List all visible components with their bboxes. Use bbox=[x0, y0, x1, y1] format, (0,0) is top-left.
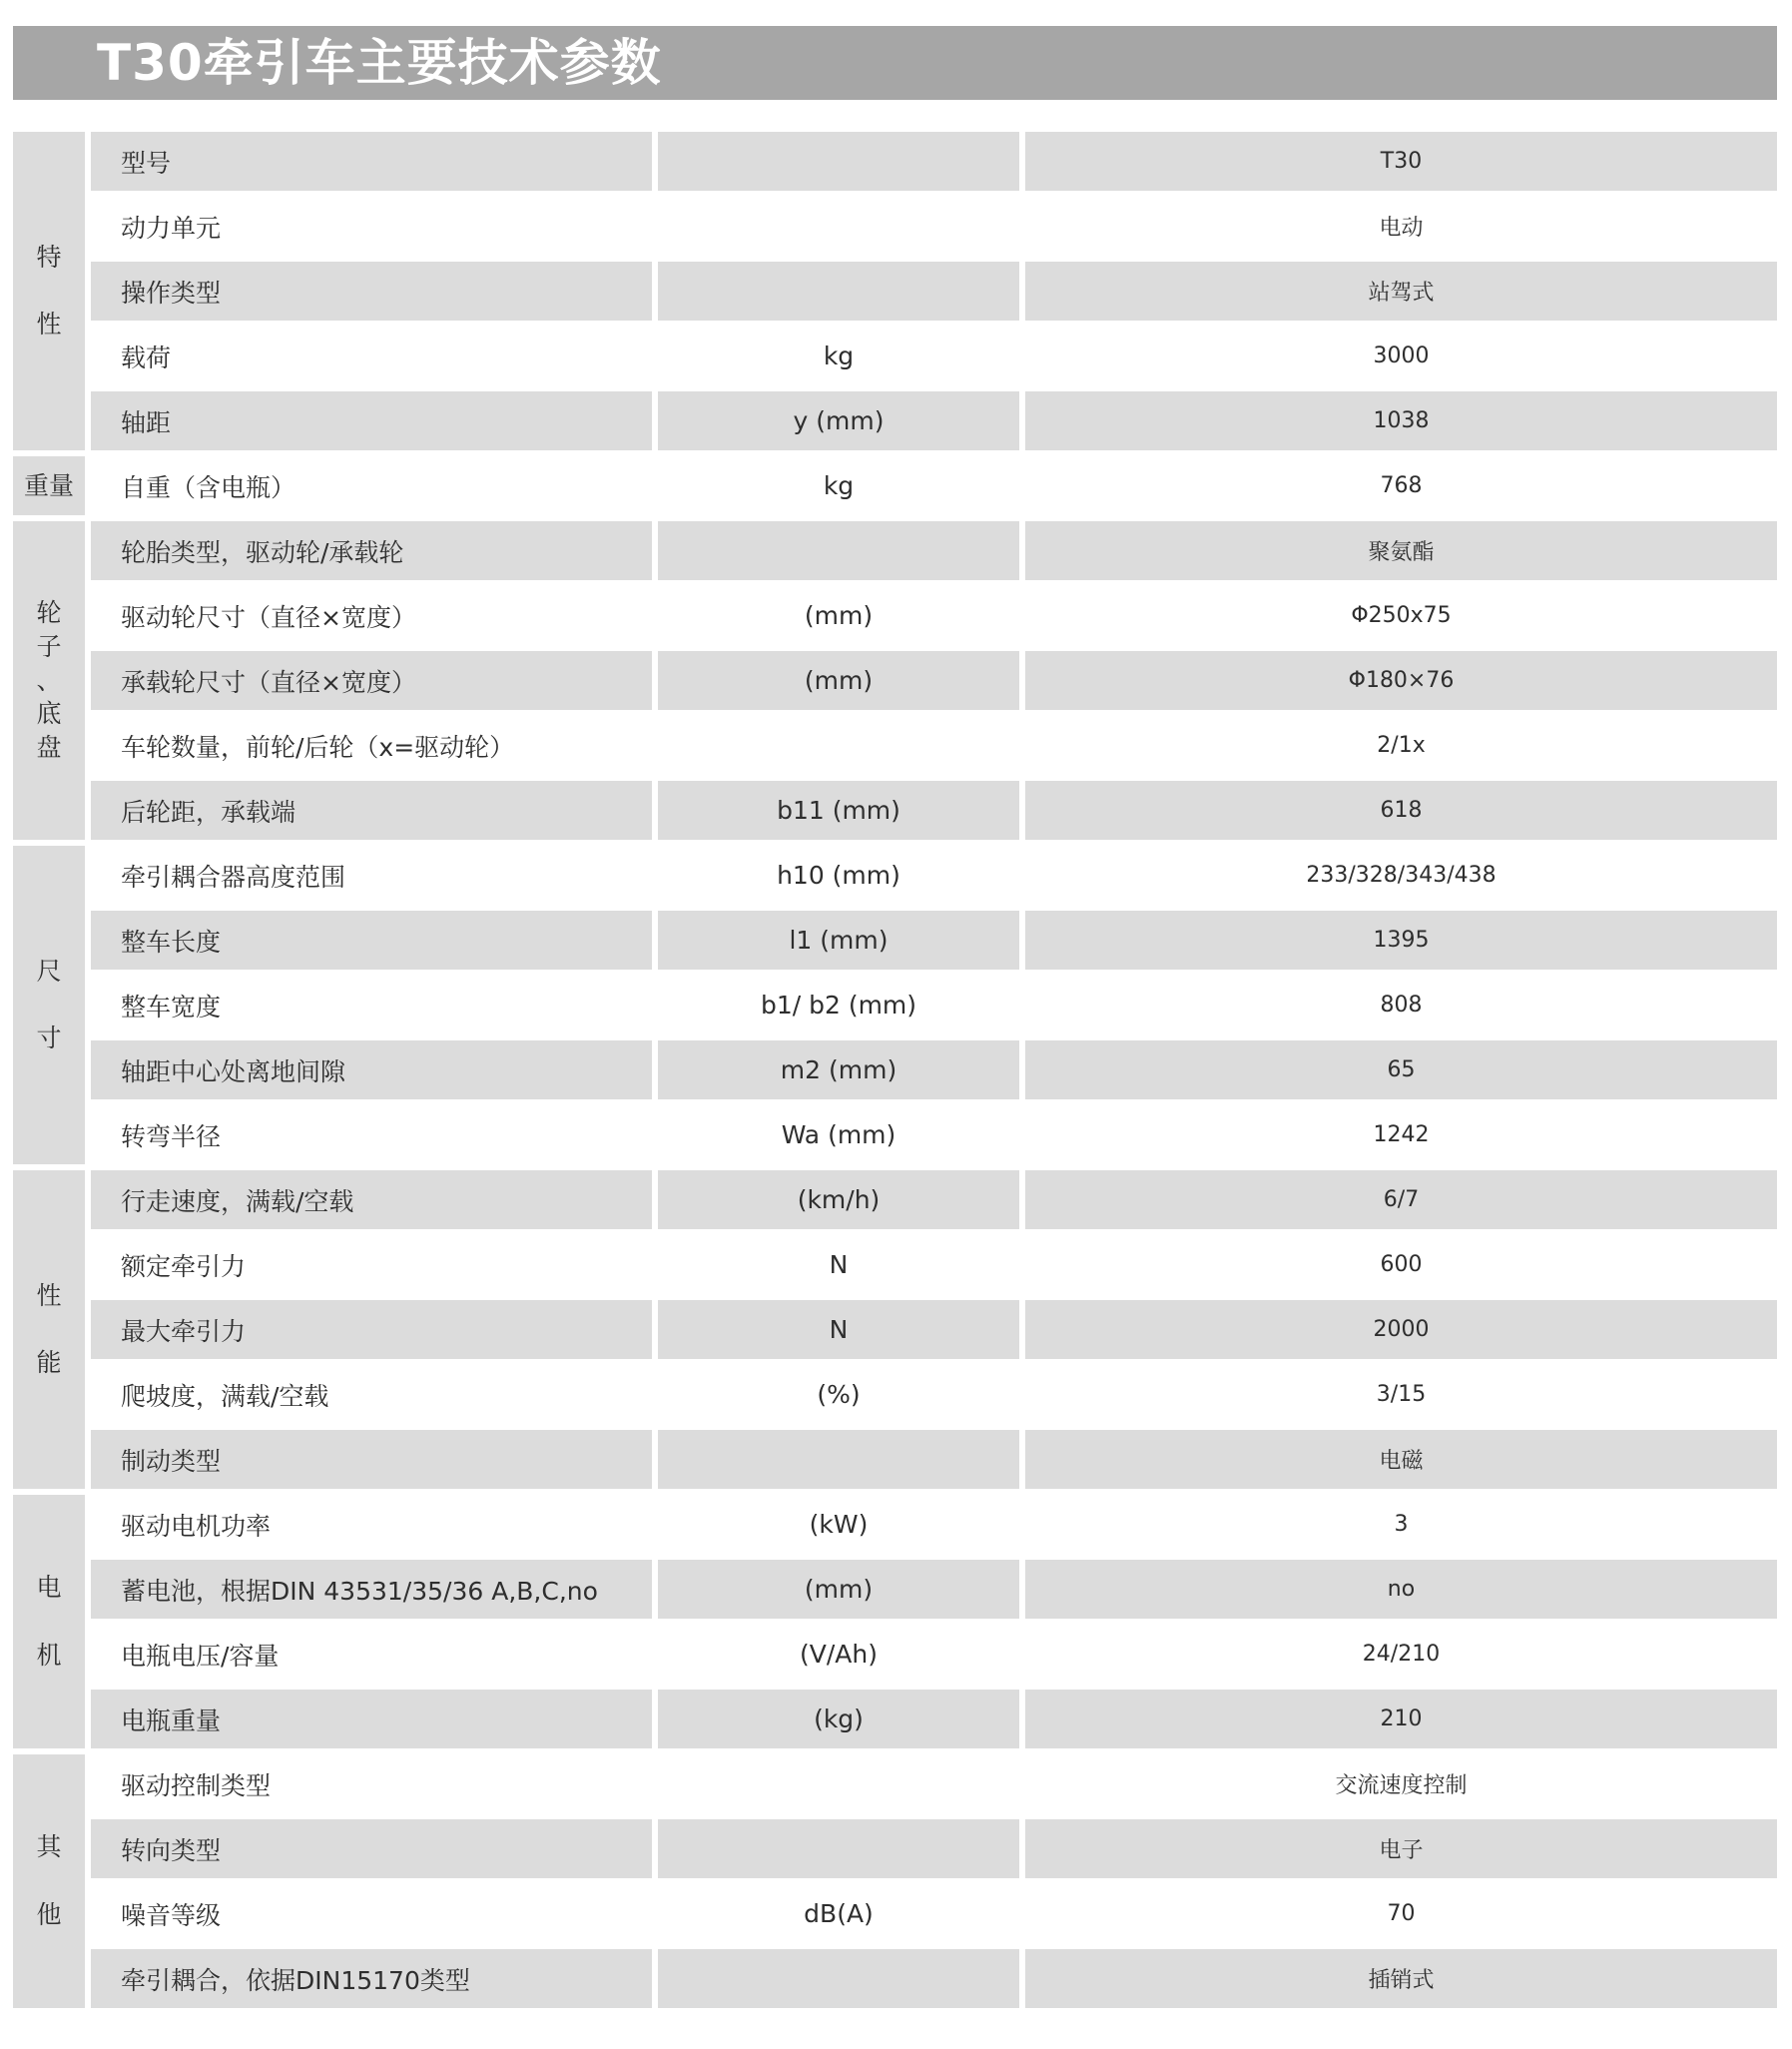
param-value: 1038 bbox=[1025, 391, 1777, 450]
param-value: 电子 bbox=[1025, 1819, 1777, 1878]
param-value: 6/7 bbox=[1025, 1170, 1777, 1229]
param-unit bbox=[658, 262, 1019, 321]
table-row bbox=[91, 976, 1777, 1034]
param-name: 驱动轮尺寸（直径×宽度） bbox=[91, 586, 652, 645]
param-unit: b1/ b2 (mm) bbox=[658, 976, 1019, 1034]
group-label-text: 性 能 bbox=[36, 1280, 62, 1378]
param-name: 噪音等级 bbox=[91, 1884, 652, 1943]
spec-group bbox=[13, 1495, 1777, 1748]
table-row bbox=[91, 1170, 1777, 1229]
param-name: 电瓶重量 bbox=[91, 1690, 652, 1748]
param-name: 自重（含电瓶） bbox=[91, 456, 652, 515]
param-name: 后轮距，承载端 bbox=[91, 781, 652, 840]
param-name: 整车长度 bbox=[91, 911, 652, 970]
table-row bbox=[91, 1625, 1777, 1684]
param-unit: h10 (mm) bbox=[658, 846, 1019, 905]
param-unit: (mm) bbox=[658, 586, 1019, 645]
table-row bbox=[91, 1300, 1777, 1359]
spec-group bbox=[13, 846, 1777, 1164]
group-label bbox=[13, 846, 85, 1164]
param-value: 交流速度控制 bbox=[1025, 1754, 1777, 1813]
param-name: 动力单元 bbox=[91, 197, 652, 256]
param-unit: (mm) bbox=[658, 1560, 1019, 1619]
param-unit bbox=[658, 1819, 1019, 1878]
param-value: 3/15 bbox=[1025, 1365, 1777, 1424]
group-label-text: 电 机 bbox=[36, 1573, 62, 1670]
table-row bbox=[91, 327, 1777, 385]
table-row bbox=[91, 1949, 1777, 2008]
table-row bbox=[91, 1365, 1777, 1424]
group-label bbox=[13, 132, 85, 450]
group-label-text: 特 性 bbox=[36, 242, 62, 340]
param-unit: y (mm) bbox=[658, 391, 1019, 450]
param-value: 808 bbox=[1025, 976, 1777, 1034]
param-unit: dB(A) bbox=[658, 1884, 1019, 1943]
param-unit: l1 (mm) bbox=[658, 911, 1019, 970]
param-value: Φ180×76 bbox=[1025, 651, 1777, 710]
group-label-text: 尺 寸 bbox=[36, 956, 62, 1053]
param-value: 600 bbox=[1025, 1235, 1777, 1294]
group-label-text: 重量 bbox=[23, 470, 74, 500]
param-unit: kg bbox=[658, 456, 1019, 515]
param-unit: N bbox=[658, 1235, 1019, 1294]
param-value: 3000 bbox=[1025, 327, 1777, 385]
param-name: 轴距 bbox=[91, 391, 652, 450]
param-value: 618 bbox=[1025, 781, 1777, 840]
param-unit: kg bbox=[658, 327, 1019, 385]
param-unit bbox=[658, 1430, 1019, 1489]
param-unit: (kW) bbox=[658, 1495, 1019, 1554]
param-name: 驱动控制类型 bbox=[91, 1754, 652, 1813]
param-name: 制动类型 bbox=[91, 1430, 652, 1489]
table-row bbox=[91, 1819, 1777, 1878]
param-unit: b11 (mm) bbox=[658, 781, 1019, 840]
param-name: 蓄电池，根据DIN 43531/35/36 A,B,C,no bbox=[91, 1560, 652, 1619]
param-value: 电磁 bbox=[1025, 1430, 1777, 1489]
param-name: 车轮数量，前轮/后轮（x=驱动轮） bbox=[91, 716, 652, 775]
table-row bbox=[91, 1884, 1777, 1943]
table-row bbox=[91, 1105, 1777, 1164]
param-value: 2000 bbox=[1025, 1300, 1777, 1359]
param-value: 插销式 bbox=[1025, 1949, 1777, 2008]
param-unit: (%) bbox=[658, 1365, 1019, 1424]
table-row bbox=[91, 1430, 1777, 1489]
table-row bbox=[91, 586, 1777, 645]
table-row bbox=[91, 456, 1777, 515]
table-row bbox=[91, 1040, 1777, 1099]
group-label-text: 轮 子 、 底 盘 bbox=[36, 598, 62, 763]
group-label bbox=[13, 1495, 85, 1748]
param-name: 额定牵引力 bbox=[91, 1235, 652, 1294]
param-name: 型号 bbox=[91, 132, 652, 191]
param-value: no bbox=[1025, 1560, 1777, 1619]
table-row bbox=[91, 781, 1777, 840]
param-name: 牵引耦合，依据DIN15170类型 bbox=[91, 1949, 652, 2008]
param-value: Φ250x75 bbox=[1025, 586, 1777, 645]
param-unit: m2 (mm) bbox=[658, 1040, 1019, 1099]
param-value: 1395 bbox=[1025, 911, 1777, 970]
table-row bbox=[91, 391, 1777, 450]
param-unit bbox=[658, 521, 1019, 580]
param-unit bbox=[658, 1754, 1019, 1813]
param-value: 聚氨酯 bbox=[1025, 521, 1777, 580]
param-name: 爬坡度，满载/空载 bbox=[91, 1365, 652, 1424]
table-row bbox=[91, 1495, 1777, 1554]
param-value: 电动 bbox=[1025, 197, 1777, 256]
param-unit: (km/h) bbox=[658, 1170, 1019, 1229]
param-value: 站驾式 bbox=[1025, 262, 1777, 321]
param-unit: (mm) bbox=[658, 651, 1019, 710]
param-name: 轴距中心处离地间隙 bbox=[91, 1040, 652, 1099]
group-label bbox=[13, 456, 85, 515]
table-row bbox=[91, 262, 1777, 321]
param-unit bbox=[658, 132, 1019, 191]
group-label bbox=[13, 521, 85, 840]
spec-group bbox=[13, 521, 1777, 840]
group-label-text: 其 他 bbox=[36, 1832, 62, 1929]
param-unit bbox=[658, 1949, 1019, 2008]
spec-group bbox=[13, 132, 1777, 450]
page-title: T30牵引车主要技术参数 bbox=[97, 34, 662, 92]
param-value: 1242 bbox=[1025, 1105, 1777, 1164]
param-unit bbox=[658, 716, 1019, 775]
param-name: 最大牵引力 bbox=[91, 1300, 652, 1359]
table-row bbox=[91, 521, 1777, 580]
param-unit: (kg) bbox=[658, 1690, 1019, 1748]
param-value: 65 bbox=[1025, 1040, 1777, 1099]
param-value: 24/210 bbox=[1025, 1625, 1777, 1684]
param-unit bbox=[658, 197, 1019, 256]
spec-group bbox=[13, 456, 1777, 515]
param-name: 整车宽度 bbox=[91, 976, 652, 1034]
param-name: 转向类型 bbox=[91, 1819, 652, 1878]
table-row bbox=[91, 1754, 1777, 1813]
table-row bbox=[91, 197, 1777, 256]
param-value: T30 bbox=[1025, 132, 1777, 191]
table-row bbox=[91, 1690, 1777, 1748]
param-name: 操作类型 bbox=[91, 262, 652, 321]
param-unit: (V/Ah) bbox=[658, 1625, 1019, 1684]
table-row bbox=[91, 1235, 1777, 1294]
param-name: 转弯半径 bbox=[91, 1105, 652, 1164]
param-name: 承载轮尺寸（直径×宽度） bbox=[91, 651, 652, 710]
table-row bbox=[91, 132, 1777, 191]
param-value: 768 bbox=[1025, 456, 1777, 515]
param-unit: N bbox=[658, 1300, 1019, 1359]
param-name: 牵引耦合器高度范围 bbox=[91, 846, 652, 905]
title-banner bbox=[13, 26, 1777, 100]
param-value: 3 bbox=[1025, 1495, 1777, 1554]
spec-table bbox=[13, 132, 1777, 2014]
spec-group bbox=[13, 1754, 1777, 2008]
table-row bbox=[91, 651, 1777, 710]
table-row bbox=[91, 716, 1777, 775]
param-name: 载荷 bbox=[91, 327, 652, 385]
param-value: 233/328/343/438 bbox=[1025, 846, 1777, 905]
param-name: 轮胎类型，驱动轮/承载轮 bbox=[91, 521, 652, 580]
spec-group bbox=[13, 1170, 1777, 1489]
group-label bbox=[13, 1754, 85, 2008]
param-name: 驱动电机功率 bbox=[91, 1495, 652, 1554]
param-value: 70 bbox=[1025, 1884, 1777, 1943]
param-unit: Wa (mm) bbox=[658, 1105, 1019, 1164]
table-row bbox=[91, 846, 1777, 905]
param-name: 电瓶电压/容量 bbox=[91, 1625, 652, 1684]
param-value: 210 bbox=[1025, 1690, 1777, 1748]
table-row bbox=[91, 911, 1777, 970]
param-value: 2/1x bbox=[1025, 716, 1777, 775]
group-label bbox=[13, 1170, 85, 1489]
param-name: 行走速度，满载/空载 bbox=[91, 1170, 652, 1229]
table-row bbox=[91, 1560, 1777, 1619]
